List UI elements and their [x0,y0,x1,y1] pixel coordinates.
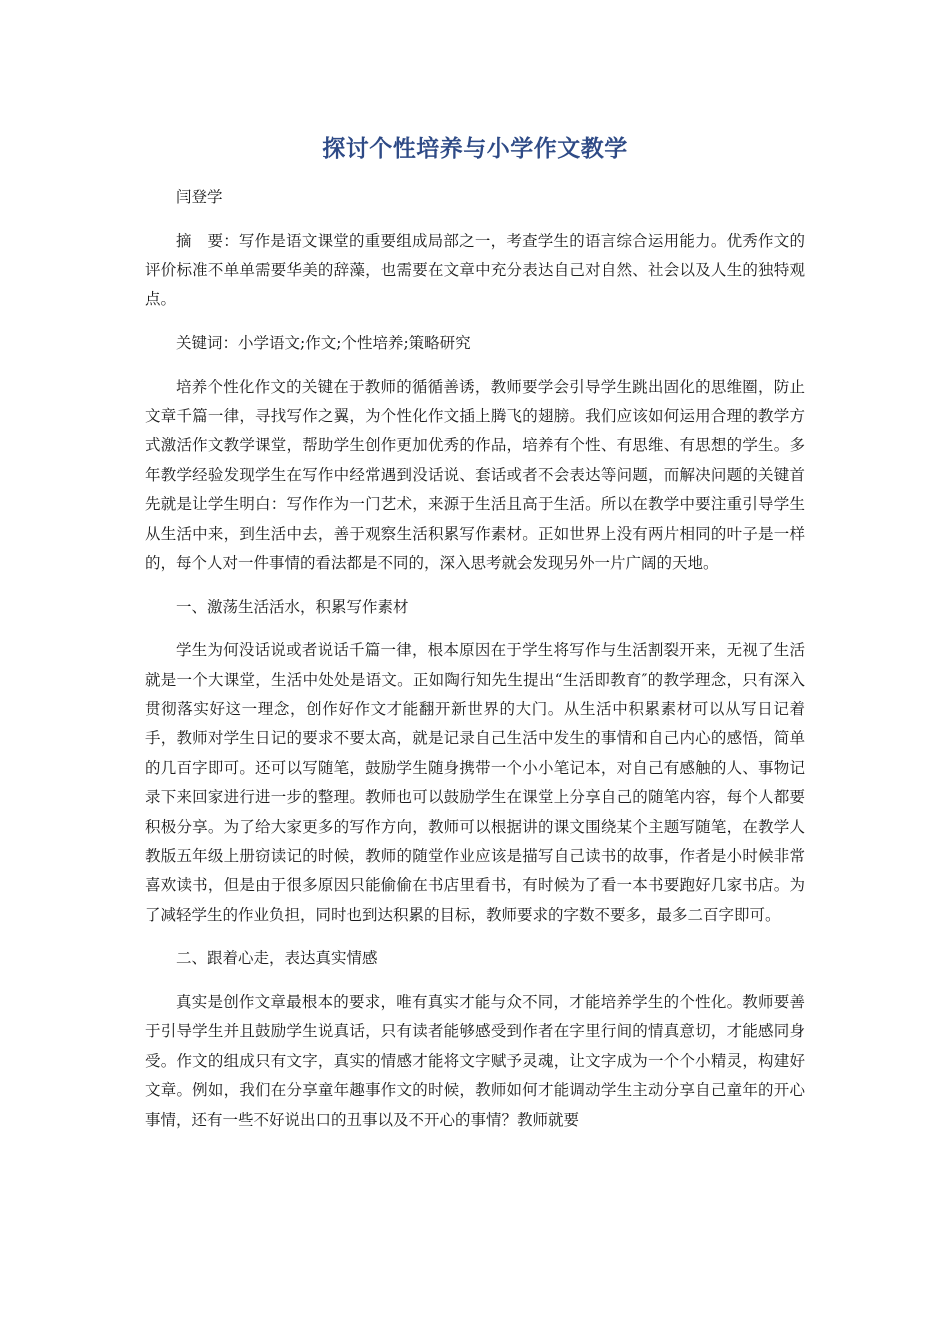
author-name: 闫登学 [176,188,223,206]
section-1-heading: 一、激荡生活活水，积累写作素材 [176,597,409,616]
section-2-heading: 二、跟着心走，表达真实情感 [176,949,378,968]
section-2-paragraph: 真实是创作文章最根本的要求，唯有真实才能与众不同，才能培养学生的个性化。教师要善于引导学生并且鼓励学生说真话，只有读者能够感受到作者在字里行间的情真意切，才能感同身受。作文的组成只有文字，真实的情感才能将文字赋予灵魂，让文字成为一个个小精灵，构建好文章。例如，我们在分享童年趣事作文的时候，教师如何才能调动学生主动分享自己童年的开心事情，还有一些不好说出口的丑事以及不开心的事情？教师就要 [145,993,805,1129]
intro-paragraph: 培养个性化作文的关键在于教师的循循善诱，教师要学会引导学生跳出固化的思维圈，防止文章千篇一律，寻找写作之翼，为个性化作文插上腾飞的翅膀。我们应该如何运用合理的教学方式激活作文教学课堂，帮助学生创作更加优秀的作品，培养有个性、有思维、有思想的学生。多年教学经验发现学生在写作中经常遇到没话说、套话或者不会表达等问题，而解决问题的关键首先就是让学生明白：写作作为一门艺术，来源于生活且高于生活。所以在教学中要注重引导学生从生活中来，到生活中去，善于观察生活积累写作素材。正如世界上没有两片相同的叶子是一样的，每个人对一件事情的看法都是不同的，深入思考就会发现另外一片广阔的天地。 [145,377,805,573]
section-1-paragraph: 学生为何没话说或者说话千篇一律，根本原因在于学生将写作与生活割裂开来，无视了生活就是一个大课堂，生活中处处是语文。正如陶行知先生提出“生活即教育″的教学理念，只有深入贯彻落实好这一理念，创作好作文才能翻开新世界的大门。从生活中积累素材可以从写日记着手，教师对学生日记的要求不要太高，就是记录自己生活中发生的事情和自己内心的感悟，简单的几百字即可。还可以写随笔，鼓励学生随身携带一个小小笔记本，对自己有感触的人、事物记录下来回家进行进一步的整理。教师也可以鼓励学生在课堂上分享自己的随笔内容，每个人都要积极分享。为了给大家更多的写作方向，教师可以根据讲的课文围绕某个主题写随笔，在教学人教版五年级上册窃读记的时候，教师的随堂作业应该是描写自己读书的故事，作者是小时候非常喜欢读书，但是由于很多原因只能偷偷在书店里看书，有时候为了看一本书要跑好几家书店。为了减轻学生的作业负担，同时也到达积累的目标，教师要求的字数不要多，最多二百字即可。 [145,641,805,924]
document-title: 探讨个性培养与小学作文教学 [322,136,628,162]
keywords-line: 关键词：小学语文;作文;个性培养;策略研究 [176,334,471,352]
abstract-paragraph: 摘 要：写作是语文课堂的重要组成局部之一，考查学生的语言综合运用能力。优秀作文的评价标准不单单需要华美的辞藻，也需要在文章中充分表达自己对自然、社会以及人生的独特观点。 [145,231,805,309]
document-body [145,183,805,1149]
